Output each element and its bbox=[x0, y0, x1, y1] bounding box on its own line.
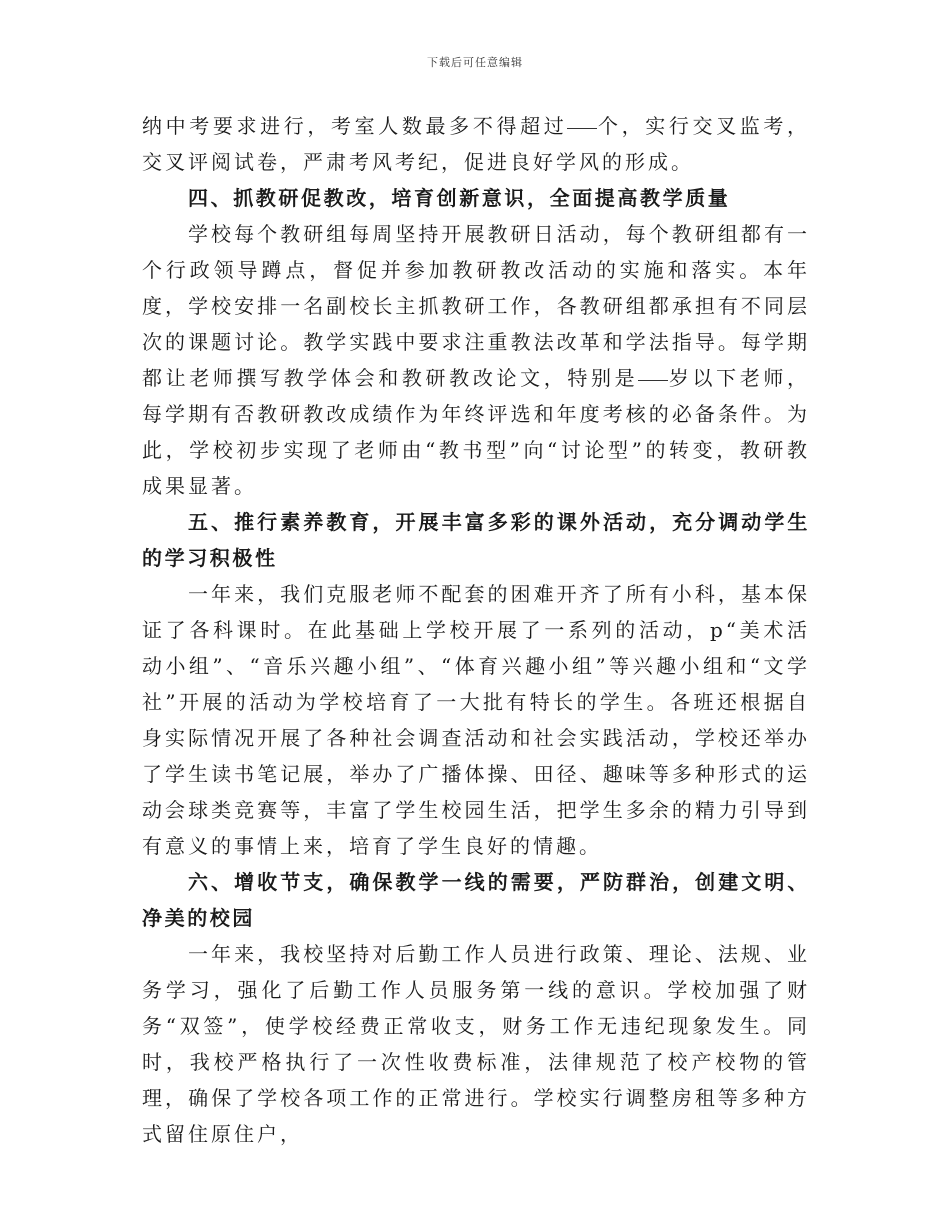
paragraph-text: 个，实行交叉监考，交叉评阅试卷，严肃考风考纪，促进良好学风的形成。 bbox=[142, 114, 811, 174]
section-heading-4: 四、抓教研促教改，培育创新意识，全面提高教学质量 bbox=[188, 186, 731, 210]
paragraph-text: 学校每个教研组每周坚持开展教研日活动，每个教研组都有一个行政领导蹲点，督促并参加教研教改活动的实施和落实。本年度，学校安排一名副校长主抓教研工作，各教研组都承担有不同层次的课题讨论。教学实践中要求注重教法改革和学法指导。每学期都让老师撰写教学体会和教研教改论文，特别是 bbox=[142, 222, 810, 390]
fill-in-blank bbox=[638, 379, 668, 381]
paragraph-exam-rules bbox=[142, 108, 810, 180]
paragraph-text: 纳中考要求进行，考室人数最多不得超过 bbox=[142, 114, 568, 138]
fill-in-blank bbox=[567, 127, 597, 129]
document-body bbox=[142, 108, 810, 1152]
paragraph-logistics: 一年来，我校坚持对后勤工作人员进行政策、理论、法规、业务学习，强化了后勤工作人员服务第一线的意识。学校加强了财务“双签”，使学校经费正常收支，财务工作无违纪现象发生。同时，我校严格执行了一次性收费标准，法律规范了校产校物的管理，确保了学校各项工作的正常进行。学校实行调整房租等多种方式留住原住户， bbox=[142, 942, 810, 1146]
paragraph-teaching-research bbox=[142, 216, 810, 504]
header-note: 下载后可任意编辑 bbox=[427, 56, 523, 69]
section-heading-6: 六、增收节支，确保教学一线的需要，严防群治，创建文明、净美的校园 bbox=[142, 870, 810, 930]
paragraph-extracurricular: 一年来，我们克服老师不配套的困难开齐了所有小科，基本保证了各科课时。在此基础上学校开展了一系列的活动，p“美术活动小组”、“音乐兴趣小组”、“体育兴趣小组”等兴趣小组和“文学社”开展的活动为学校培育了一大批有特长的学生。各班还根据自身实际情况开展了各种社会调查活动和社会实践活动，学校还举办了学生读书笔记展，举办了广播体操、田径、趣味等多种形式的运动会球类竞赛等，丰富了学生校园生活，把学生多余的精力引导到有意义的事情上来，培育了学生良好的情趣。 bbox=[142, 582, 810, 858]
paragraph-text: 岁以下老师，每学期有否教研教改成绩作为年终评选和年度考核的必备条件。为此，学校初步实现了老师由“教书型”向“讨论型”的转变，教研教成果显著。 bbox=[142, 366, 811, 498]
section-heading-5: 五、推行素养教育，开展丰富多彩的课外活动，充分调动学生的学习积极性 bbox=[142, 510, 810, 570]
